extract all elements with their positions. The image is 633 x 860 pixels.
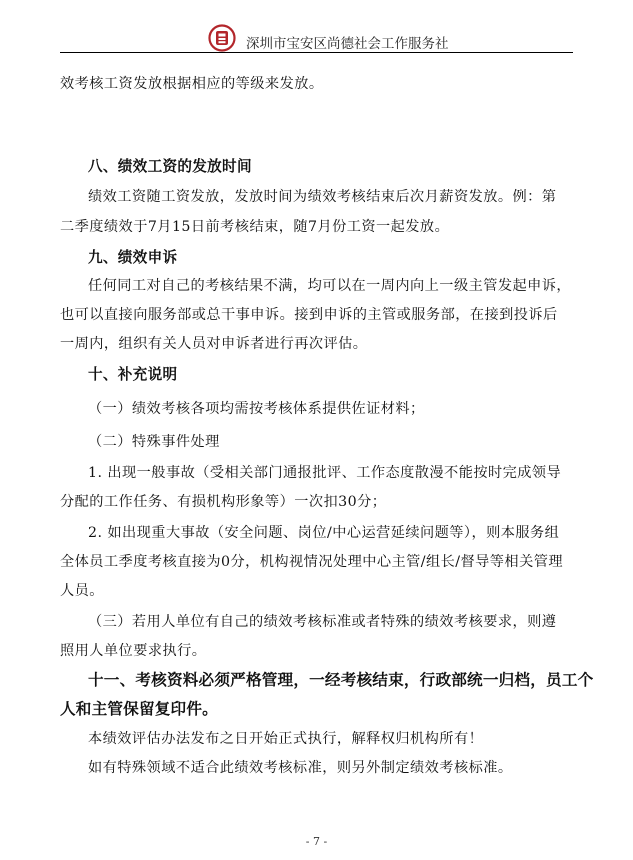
section-9-line: 一周内，组织有关人员对申诉者进行再次评估。 [60, 336, 368, 352]
section-10-sub-1-line: 分配的工作任务、有损机构形象等）一次扣30分； [60, 494, 387, 510]
section-9-line: 也可以直接向服务部或总干事申诉。接到申诉的主管或服务部，在接到投诉后 [60, 307, 558, 323]
section-10-sub-1-line: 1. 出现一般事故（受相关部门通报批评、工作态度散漫不能按时完成领导 [88, 465, 562, 481]
section-10-item-1: （一）绩效考核各项均需按考核体系提供佐证材料； [88, 401, 425, 417]
section-10-heading: 十、补充说明 [88, 366, 178, 383]
organization-seal-logo [208, 24, 236, 52]
section-10-sub-2-line: 人员。 [60, 583, 104, 599]
section-10-sub-2-line: 全体员工季度考核直接为0分，机构视情况处理中心主管/组长/督导等相关管理 [60, 554, 563, 570]
section-9-line: 任何同工对自己的考核结果不满，均可以在一周内向上一级主管发起申诉， [88, 278, 572, 294]
section-10-item-3-line: 照用人单位要求执行。 [60, 643, 207, 659]
section-10-item-2: （二）特殊事件处理 [88, 434, 220, 450]
header-divider [60, 52, 573, 53]
section-10-item-3-line: （三）若用人单位有自己的绩效考核标准或者特殊的绩效考核要求，则遵 [88, 614, 557, 630]
section-8-heading: 八、绩效工资的发放时间 [88, 158, 252, 175]
closing-line: 本绩效评估办法发布之日开始正式执行，解释权归机构所有！ [88, 731, 484, 747]
section-9-heading: 九、绩效申诉 [88, 249, 178, 266]
page-header [60, 18, 573, 58]
organization-name: 深圳市宝安区尚德社会工作服务社 [246, 36, 449, 52]
section-8-line: 二季度绩效于7月15日前考核结束，随7月份工资一起发放。 [60, 219, 450, 235]
intro-paragraph-line: 效考核工资发放根据相应的等级来发放。 [60, 76, 324, 92]
section-11-heading-line: 人和主管保留复印件。 [60, 700, 218, 718]
section-8-line: 绩效工资随工资发放，发放时间为绩效考核结束后次月薪资发放。例：第 [88, 189, 557, 205]
section-11-heading-line: 十一、考核资料必须严格管理，一经考核结束，行政部统一归档，员工个 [88, 671, 594, 689]
page-number: - 7 - [305, 835, 328, 848]
closing-line: 如有特殊领域不适合此绩效考核标准，则另外制定绩效考核标准。 [88, 760, 513, 776]
section-10-sub-2-line: 2. 如出现重大事故（安全问题、岗位/中心运营延续问题等），则本服务组 [88, 525, 560, 541]
